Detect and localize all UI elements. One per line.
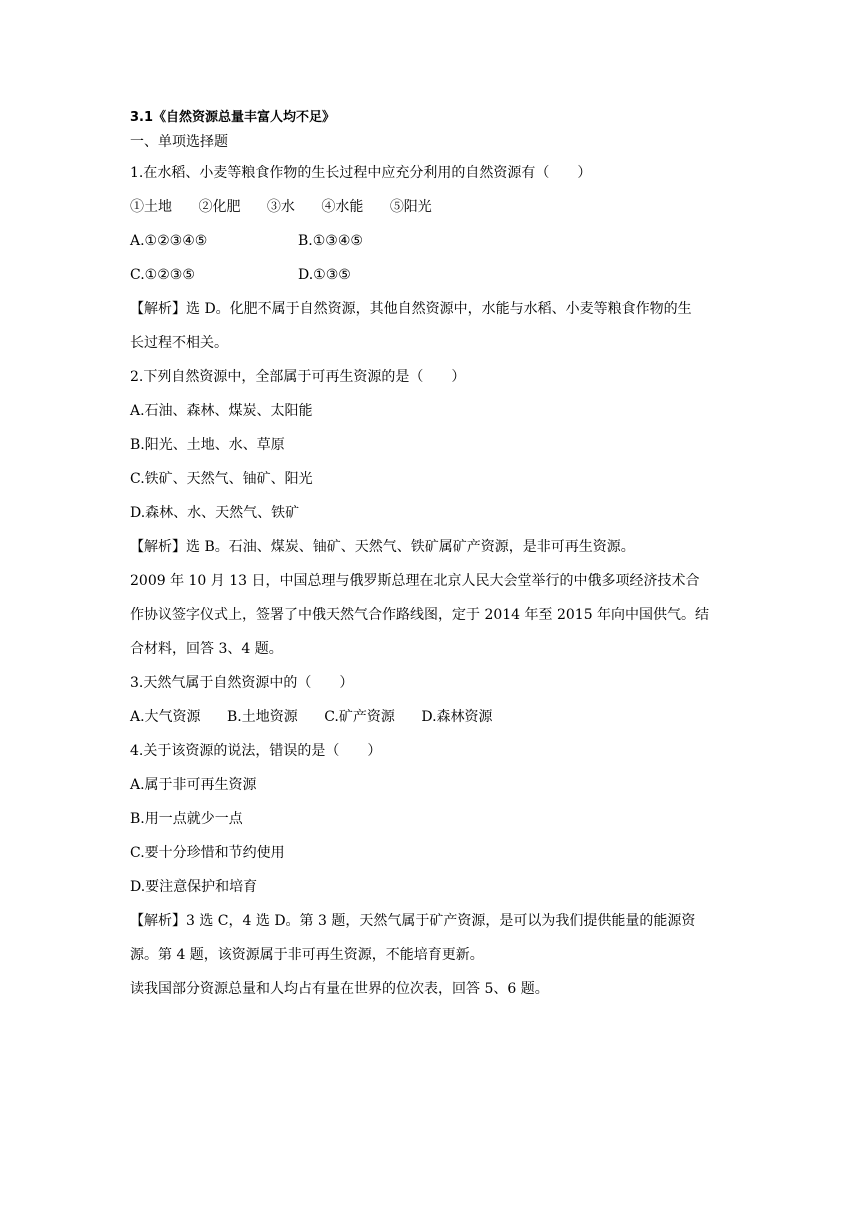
q3-option-a: A.大气资源	[130, 709, 201, 725]
material-line-1: 2009 年 10 月 13 日，中国总理与俄罗斯总理在北京人民大会堂举行的中俄多项经济技术合	[130, 573, 700, 589]
question-1-options-row-1	[130, 224, 730, 258]
question-1-items	[130, 190, 730, 224]
q1-option-c: C.①②③⑤	[130, 267, 195, 283]
q1-analysis-line-2: 长过程不相关。	[130, 335, 228, 351]
q2-analysis: 【解析】选 B。石油、煤炭、铀矿、天然气、铁矿属矿产资源，是非可再生资源。	[130, 539, 635, 555]
q4-option-b: B.用一点就少一点	[130, 811, 243, 827]
q2-option-a: A.石油、森林、煤炭、太阳能	[130, 403, 313, 419]
question-1-options-row-2	[130, 258, 730, 292]
question-4-stem: 4.关于该资源的说法，错误的是（ ）	[130, 743, 382, 759]
q4-option-a: A.属于非可再生资源	[130, 777, 257, 793]
question-3-options	[130, 700, 730, 734]
question-1-stem: 1.在水稻、小麦等粮食作物的生长过程中应充分利用的自然资源有（ ）	[130, 165, 592, 181]
q4-option-c: C.要十分珍惜和节约使用	[130, 845, 285, 861]
q4-analysis-line-2: 源。第 4 题，该资源属于非可再生资源，不能培育更新。	[130, 947, 484, 963]
q1-option-b: B.①③④⑤	[298, 233, 363, 249]
document-title: 3.1《自然资源总量丰富人均不足》	[130, 110, 336, 125]
q1-option-a: A.①②③④⑤	[130, 233, 208, 249]
material-line-2: 作协议签字仪式上，签署了中俄天然气合作路线图，定于 2014 年至 2015 年向中国供气。结	[130, 607, 710, 623]
q1-analysis-line-1: 【解析】选 D。化肥不属于自然资源，其他自然资源中，水能与水稻、小麦等粮食作物的生	[130, 301, 692, 317]
q2-option-c: C.铁矿、天然气、铀矿、阳光	[130, 471, 313, 487]
q1-option-d: D.①③⑤	[298, 267, 351, 283]
q1-item-4: ④水能	[321, 199, 364, 215]
material-line-3: 合材料，回答 3、4 题。	[130, 641, 283, 657]
q1-item-3: ③水	[266, 199, 295, 215]
q2-option-d: D.森林、水、天然气、铁矿	[130, 505, 300, 521]
section-heading: 一、单项选择题	[130, 134, 228, 150]
q1-item-5: ⑤阳光	[389, 199, 432, 215]
document-page	[130, 106, 730, 1006]
question-2-stem: 2.下列自然资源中，全部属于可再生资源的是（ ）	[130, 369, 466, 385]
q2-option-b: B.阳光、土地、水、草原	[130, 437, 285, 453]
q3-option-b: B.土地资源	[227, 709, 298, 725]
q1-item-2: ②化肥	[198, 199, 241, 215]
q1-item-1: ①土地	[130, 199, 172, 215]
question-3-stem: 3.天然气属于自然资源中的（ ）	[130, 675, 354, 691]
q4-option-d: D.要注意保护和培育	[130, 879, 258, 895]
q3-option-d: D.森林资源	[421, 709, 493, 725]
q3-option-c: C.矿产资源	[324, 709, 395, 725]
q4-analysis-line-1: 【解析】3 选 C，4 选 D。第 3 题，天然气属于矿产资源，是可以为我们提供能量的能源资	[130, 913, 696, 929]
closing-instruction: 读我国部分资源总量和人均占有量在世界的位次表，回答 5、6 题。	[130, 981, 549, 997]
